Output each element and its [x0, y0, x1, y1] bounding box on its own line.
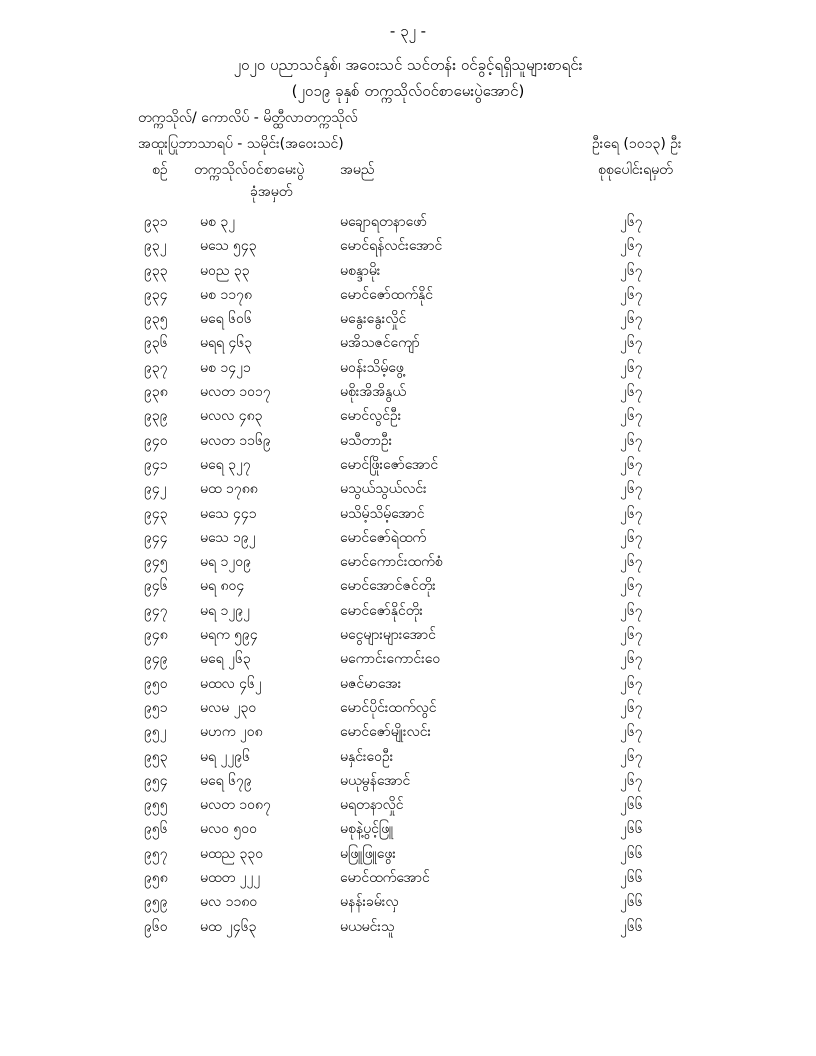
table-row [0, 795, 816, 819]
table-row [0, 504, 816, 528]
roll-number: မထ ၂၄၆၃ [200, 918, 257, 935]
roll-number: မထတ ၂၂၂ [200, 870, 261, 887]
total-score: ၂၆၇ [620, 724, 643, 741]
table-row [0, 844, 816, 868]
roll-number: မစ ၁၄၂၁ [200, 359, 251, 376]
roll-number: မရေ ၆၀၆ [200, 311, 252, 328]
total-score: ၂၆၇ [620, 359, 643, 376]
roll-number: မလမ ၂၃၀ [200, 699, 257, 716]
row-number: ၉၅၃ [144, 748, 168, 765]
student-name: မယုမွန်အောင် [340, 772, 411, 789]
column-header-score: စုစုပေါင်းရမှတ် [598, 162, 673, 178]
student-name: မနှင်းဝေဦး [340, 748, 394, 765]
row-number: ၉၄၁ [144, 456, 168, 473]
table-row [0, 868, 816, 892]
table-row [0, 917, 816, 941]
student-name: မယမင်းသူ [340, 918, 395, 935]
row-number: ၉၄၈ [144, 627, 168, 644]
student-name: မောင်အောင်ဇင်တိုး [340, 578, 436, 595]
table-row [0, 333, 816, 357]
total-score: ၂၆၇ [620, 335, 643, 352]
row-number: ၉၆၀ [144, 918, 168, 935]
total-score: ၂၆၇ [620, 214, 643, 230]
row-number: ၉၅၆ [144, 821, 168, 838]
table-row [0, 382, 816, 406]
total-score: ၂၆၆ [620, 870, 643, 887]
total-score: ၂၆၇ [620, 481, 643, 498]
total-score: ၂၆၇ [620, 651, 643, 668]
row-number: ၉၅၀ [144, 675, 168, 692]
row-number: ၉၃၅ [144, 311, 168, 328]
total-score: ၂၆၇ [620, 675, 643, 692]
row-number: ၉၄၂ [144, 481, 167, 498]
roll-number: မသေ ၄၄၁ [200, 505, 257, 522]
row-number: ၉၅၄ [144, 772, 168, 789]
table-row [0, 455, 816, 479]
table-row [0, 406, 816, 430]
table-row [0, 722, 816, 746]
row-number: ၉၃၉ [144, 408, 168, 425]
total-score: ၂၆၇ [620, 505, 643, 522]
student-name: မသိမ့်သိမ့်အောင် [340, 505, 425, 522]
row-number: ၉၅၉ [144, 894, 168, 911]
roll-number: မလ ၁၁၈၀ [200, 894, 258, 911]
student-name: မဖြူဖြူဖွေး [340, 845, 396, 862]
table-row [0, 285, 816, 309]
table-row [0, 649, 816, 673]
total-score: ၂၆၇ [620, 602, 643, 619]
table-row [0, 892, 816, 916]
table-row [0, 236, 816, 260]
row-number: ၉၅၁ [144, 699, 168, 716]
row-number: ၉၄၉ [144, 651, 168, 668]
total-score: ၂၆၆ [620, 918, 643, 935]
results-table [0, 212, 816, 941]
table-row [0, 674, 816, 698]
table-row [0, 576, 816, 600]
total-score: ၂၆၇ [620, 699, 643, 716]
student-name: မောင်ဇော်ထက်နိုင် [340, 286, 434, 303]
table-row [0, 698, 816, 722]
roll-number: မလလ ၄၈၃ [200, 408, 263, 425]
student-name: မောင်ထက်အောင် [340, 870, 430, 887]
roll-number: မလတ ၁၀၁၇ [200, 384, 271, 401]
row-number: ၉၃၄ [144, 286, 168, 303]
table-row [0, 819, 816, 843]
total-score: ၂၆၇ [620, 408, 643, 425]
row-number: ၉၄၀ [144, 432, 168, 449]
row-number: ၉၃၆ [144, 335, 168, 352]
column-header-name: အမည် [340, 162, 375, 178]
roll-number: မသေ ၅၄၃ [200, 238, 257, 255]
roll-number: မရေ ၂၆၃ [200, 651, 251, 668]
table-row [0, 479, 816, 503]
roll-number: မရရ ၄၆၃ [200, 335, 253, 352]
university-label: တက္ကသိုလ်/ ကောလိပ် - မိတ္ထီလာတက္ကသိုလ် [138, 110, 358, 126]
table-row [0, 431, 816, 455]
student-name: မစိုးအိအိနွယ် [340, 384, 406, 401]
total-score: ၂၆၇ [620, 238, 643, 255]
student-name: မစန္ဒာမိုး [340, 262, 381, 279]
total-score: ၂၆၆ [620, 894, 643, 911]
total-score: ၂၆၆ [620, 797, 643, 814]
table-row [0, 528, 816, 552]
student-name: မစုနဲ့ပွင့်ဖြူ [340, 821, 394, 838]
student-name: မဇင်မာအေး [340, 675, 402, 692]
column-header-no: စဉ် [152, 162, 168, 178]
total-score: ၂၆၇ [620, 578, 643, 595]
row-number: ၉၄၇ [144, 602, 168, 619]
student-name: မောင်ပိုင်းထက်လွင် [340, 699, 437, 716]
table-row [0, 552, 816, 576]
roll-number: မဝည ၃၃ [200, 262, 250, 279]
row-number: ၉၃၃ [144, 262, 168, 279]
roll-number: မထည ၃၃၀ [200, 845, 264, 862]
total-score: ၂၆၇ [620, 529, 643, 546]
row-number: ၉၅၇ [144, 845, 168, 862]
student-name: မကောင်းကောင်းဝေ [340, 651, 441, 668]
total-score: ၂၆၇ [620, 456, 643, 473]
student-name: မသွယ်သွယ်လင်း [340, 481, 427, 498]
page-number: - ၃၂ - [389, 22, 427, 40]
student-name: မောင်ရန်လင်းအောင် [340, 238, 443, 255]
total-score: ၂၆၇ [620, 627, 643, 644]
roll-number: မစ ၃၂ [200, 214, 236, 230]
student-name: မဝန်းသိမ့်ဖွေ့ [340, 359, 404, 376]
roll-number: မရ ၂၂၉၆ [200, 748, 250, 765]
total-score: ၂၆၆ [620, 821, 643, 838]
student-name: မောင်ဇော်ရဲထက် [340, 529, 427, 546]
row-number: ၉၅၅ [144, 797, 168, 814]
table-row [0, 601, 816, 625]
roll-number: မရေ ၆၇၉ [200, 772, 252, 789]
total-score: ၂၆၇ [620, 384, 643, 401]
student-name: မအိသဇင်ကျော် [340, 335, 420, 352]
total-score: ၂၆၇ [620, 772, 643, 789]
row-number: ၉၅၂ [144, 724, 167, 741]
student-name: မောင်ဖြိုးဇော်အောင် [340, 456, 439, 473]
student-name: မသီတာဦး [340, 432, 393, 449]
student-name: မနန်းခမ်းလှ [340, 894, 399, 911]
total-score: ၂၆၇ [620, 748, 643, 765]
roll-number: မထလ ၄၆၂ [200, 675, 262, 692]
column-header-roll-2: ခုံအမှတ် [250, 184, 293, 200]
roll-number: မလတ ၁၁၆၉ [200, 432, 271, 449]
roll-number: မလတ ၁၀၈၇ [200, 797, 271, 814]
roll-number: မရ ၈၀၄ [200, 578, 245, 595]
table-row [0, 358, 816, 382]
total-score: ၂၆၇ [620, 286, 643, 303]
roll-number: မလဝ ၅၀၀ [200, 821, 258, 838]
student-name: မနွေးနွေးလှိုင် [340, 311, 407, 328]
roll-number: မသေ ၁၉၂ [200, 529, 256, 546]
roll-number: မထ ၁၇၈၈ [200, 481, 258, 498]
table-row [0, 212, 816, 236]
row-number: ၉၃၁ [144, 214, 168, 230]
table-row [0, 309, 816, 333]
roll-number: မရက ၅၉၄ [200, 627, 258, 644]
student-name: မောင်လွင်ဦး [340, 408, 402, 425]
table-row [0, 261, 816, 285]
total-score: ၂၆၆ [620, 845, 643, 862]
roll-number: မစ ၁၁၇၈ [200, 286, 252, 303]
subject-label: အထူးပြုဘာသာရပ် - သမိုင်း(အဝေးသင်) [138, 136, 344, 152]
roll-number: မရ ၁၂၉၂ [200, 602, 250, 619]
table-row [0, 747, 816, 771]
row-number: ၉၄၅ [144, 554, 168, 571]
total-count-label: ဦးရေ (၁၀၁၃) ဦး [592, 136, 682, 152]
roll-number: မဟက ၂၀၈ [200, 724, 263, 741]
student-name: မငွေများများအောင် [340, 627, 436, 644]
row-number: ၉၄၃ [144, 505, 168, 522]
student-name: မောင်ဇော်နိုင်တိုး [340, 602, 423, 619]
table-row [0, 771, 816, 795]
row-number: ၉၄၄ [144, 529, 168, 546]
total-score: ၂၆၇ [620, 262, 643, 279]
student-name: မချောရတနာဖော် [340, 214, 427, 230]
roll-number: မရေ ၃၂၇ [200, 456, 251, 473]
column-header-roll: တက္ကသိုလ်ဝင်စာမေးပွဲ [194, 162, 305, 178]
student-name: မရတနာလှိုင် [340, 797, 404, 814]
row-number: ၉၃၂ [144, 238, 167, 255]
document-title: ၂၀၂၀ ပညာသင်နှစ်၊ အဝေးသင် သင်တန်း ဝင်ခွင့်ရရှိသူများစာရင်း [233, 56, 583, 74]
row-number: ၉၃၇ [144, 359, 168, 376]
total-score: ၂၆၇ [620, 311, 643, 328]
document-subtitle: (၂၀၁၉ ခုနှစ် တက္ကသိုလ်ဝင်စာမေးပွဲအောင်) [291, 82, 525, 100]
row-number: ၉၄၆ [144, 578, 168, 595]
roll-number: မရ ၁၂၀၉ [200, 554, 251, 571]
total-score: ၂၆၇ [620, 432, 643, 449]
table-row [0, 625, 816, 649]
row-number: ၉၃၈ [144, 384, 168, 401]
student-name: မောင်ကောင်းထက်စံ [340, 554, 443, 571]
total-score: ၂၆၇ [620, 554, 643, 571]
row-number: ၉၅၈ [144, 870, 168, 887]
student-name: မောင်ဇော်မျိုးလင်း [340, 724, 432, 741]
